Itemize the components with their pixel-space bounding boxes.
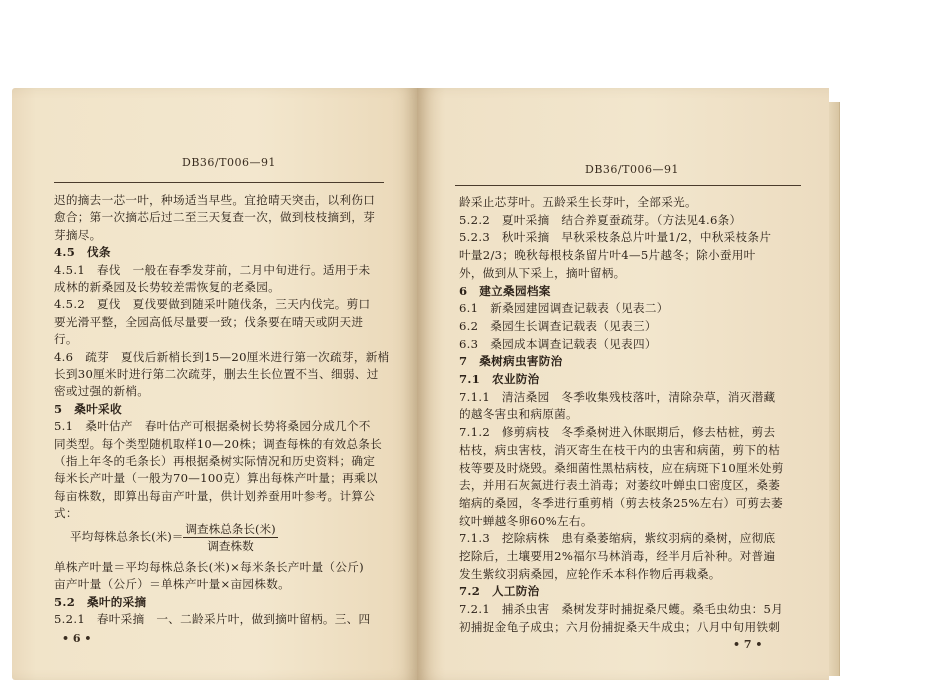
left-header-rule: [54, 182, 384, 183]
section-heading: 7.2 人工防治: [459, 584, 540, 599]
text-line: 式：: [54, 506, 78, 521]
text-line: 亩产叶量（公斤）＝单株产叶量×亩园株数。: [54, 577, 290, 592]
right-page-header: DB36/T006—91: [585, 163, 679, 176]
text-line: 7.2.1 捕杀虫害 桑树发芽时捕捉桑尺蠖。桑毛虫幼虫：5月: [459, 602, 784, 617]
text-line: 4.6 疏芽 夏伐后新梢长到15—20厘米进行第一次疏芽，新梢: [54, 349, 390, 364]
text-line: 单株产叶量＝平均每株总条长(米)×每米条长产叶量（公斤): [54, 560, 364, 574]
text-line: 的越冬害虫和病原菌。: [459, 407, 578, 422]
text-line: 长到30厘米时进行第二次疏芽，删去生长位置不当、细弱、过: [54, 367, 379, 381]
left-page-header: DB36/T006—91: [182, 156, 276, 169]
formula-block: [70, 521, 278, 554]
text-line: 同类型。每个类型随机取样10—20株；调查每株的有效总条长: [54, 436, 383, 451]
text-line: 枯枝，病虫害枝，消灭寄生在枝干内的虫害和病菌，剪下的枯: [459, 442, 781, 457]
text-line: 龄采止芯芽叶。五龄采生长芽叶，全部采光。: [459, 195, 697, 209]
text-line: 迟的摘去一芯一叶，种场适当早些。宜抢晴天突击，以利伤口: [54, 193, 376, 207]
text-line: 5.2.1 春叶采摘 一、二龄采片叶，做到摘叶留柄。三、四: [54, 612, 371, 627]
section-heading: 6 建立桑园档案: [459, 283, 551, 298]
text-line: 挖除后，土壤要用2%福尔马林消毒，经半月后补种。对普遍: [459, 549, 776, 563]
text-line: 叶量2/3；晚秋每根枝条留片叶4—5片越冬；除小蚕用叶: [459, 248, 756, 263]
left-page: [12, 88, 417, 680]
section-heading: 5.2 桑叶的采摘: [54, 594, 147, 609]
text-line: 要光滑平整，全园高低尽量要一致；伐条要在晴天或阴天进: [54, 314, 364, 329]
text-line: 纹叶蝉越冬卵60%左右。: [459, 513, 593, 528]
text-line: 4.5.1 春伐 一般在春季发芽前，二月中旬进行。适用于未: [54, 262, 371, 277]
text-line: 发生紫纹羽病桑园，应轮作禾本科作物后再栽桑。: [459, 566, 721, 581]
text-line: 成林的新桑园及长势较差需恢复的老桑园。: [54, 280, 280, 294]
text-line: 6.2 桑园生长调查记载表（见表三）: [459, 318, 657, 333]
formula-denominator: 调查株数: [207, 539, 254, 553]
section-heading: 7.1 农业防治: [459, 372, 540, 386]
text-line: 6.1 新桑园建园调查记载表（见表二）: [459, 301, 669, 316]
text-line: 愈合；第一次摘芯后过二至三天复查一次，做到枝枝摘到，芽: [54, 210, 376, 225]
right-header-rule: [455, 185, 801, 186]
text-line: 4.5.2 夏伐 夏伐要做到随采叶随伐条，三天内伐完。剪口: [54, 297, 371, 312]
formula-fraction: [183, 521, 277, 554]
left-page-number: • 6 •: [62, 632, 92, 645]
section-heading: 7 桑树病虫害防治: [459, 354, 563, 369]
book-spread: [0, 88, 936, 680]
text-line: 7.1.2 修剪病枝 冬季桑树进入休眠期后，修去枯桩，剪去: [459, 425, 776, 440]
formula-lhs: 平均每株总条长(米)＝: [70, 529, 184, 544]
text-line: 7.1.1 清洁桑园 冬季收集残枝落叶，清除杂草，消灭潜藏: [459, 389, 776, 404]
right-page: [417, 88, 829, 680]
text-line: 外，做到从下采上，摘叶留柄。: [459, 265, 626, 280]
text-line: 枝等要及时烧毁。桑细菌性黑枯病枝，应在病斑下10厘米处剪: [459, 460, 784, 475]
text-line: 7.1.3 挖除病株 患有桑萎缩病，紫纹羽病的桑树，应彻底: [459, 531, 776, 546]
page-stack-edge: [829, 102, 840, 676]
section-heading: 4.5 伐条: [54, 245, 111, 260]
text-line: 6.3 桑园成本调查记载表（见表四）: [459, 336, 657, 351]
text-line: 去，并用石灰氮进行表土消毒；对萎纹叶蝉虫口密度区，桑萎: [459, 478, 781, 493]
text-line: 行。: [54, 332, 78, 347]
text-line: 初捕捉金龟子成虫；六月份捕捉桑天牛成虫；八月中旬用铁刺: [459, 619, 781, 634]
right-page-number: • 7 •: [733, 638, 763, 651]
text-line: 每米长产叶量（一般为70—100克）算出每株产叶量；再乘以: [54, 471, 378, 486]
formula-numerator: 调查株总条长(米): [185, 522, 276, 536]
text-line: 5.2.3 秋叶采摘 早秋采枝条总片叶量1/2，中秋采枝条片: [459, 230, 772, 245]
text-line: 5.1 桑叶估产 春叶估产可根据桑树长势将桑园分成几个不: [54, 419, 371, 434]
text-line: 密或过强的新梢。: [54, 384, 150, 399]
text-line: 缩病的桑园，冬季进行重剪梢（剪去枝条25%左右）可剪去萎: [459, 495, 784, 510]
text-line: 5.2.2 夏叶采摘 结合养夏蚕疏芽。（方法见4.6条）: [459, 212, 742, 227]
text-line: 芽摘尽。: [54, 227, 102, 242]
text-line: （指上年冬的毛条长）再根据桑树实际情况和历史资料；确定: [54, 454, 376, 468]
text-line: 每亩株数，即算出每亩产叶量，供计划养蚕用叶参考。计算公: [54, 488, 376, 503]
section-heading: 5 桑叶采收: [54, 401, 122, 416]
